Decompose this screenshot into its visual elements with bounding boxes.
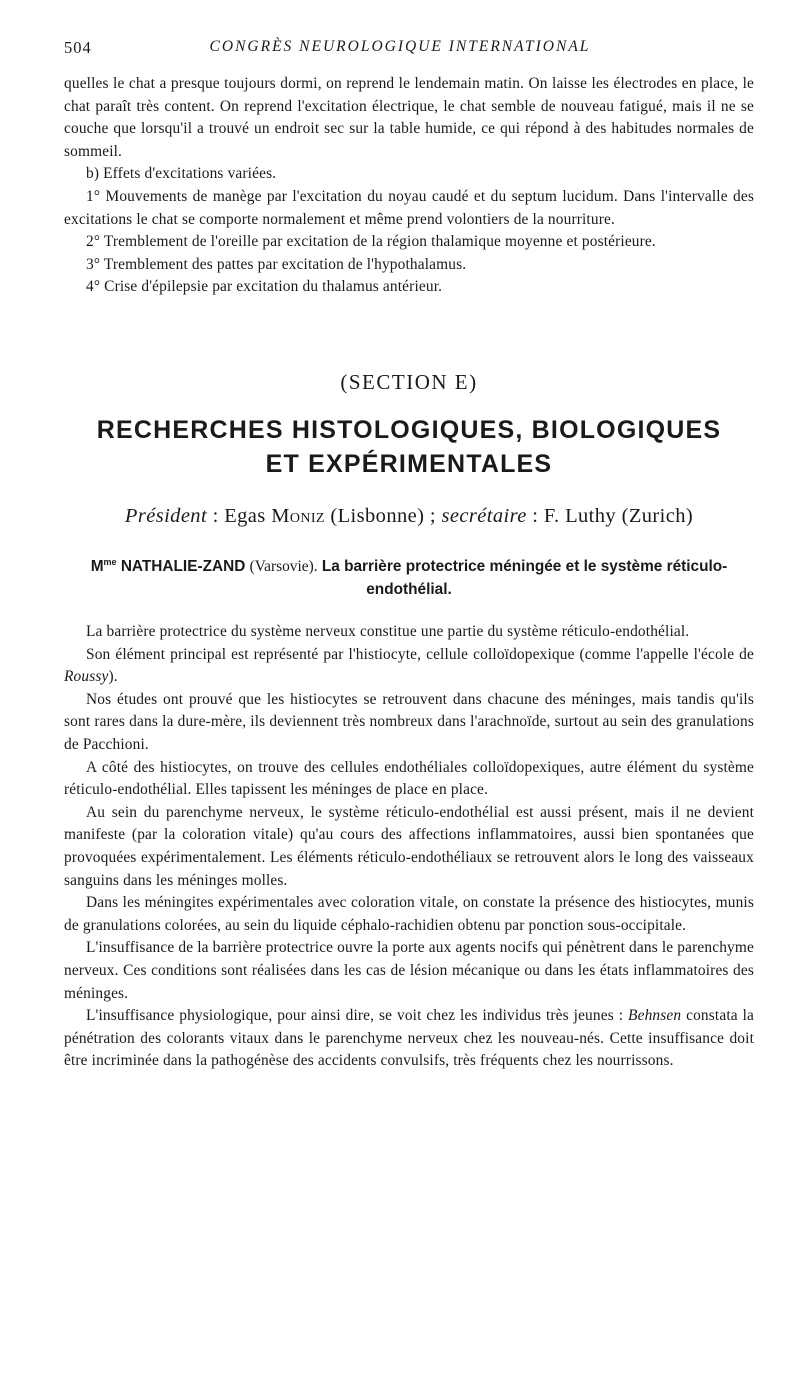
- president-label: Président: [124, 504, 208, 527]
- article-paragraph: La barrière protectrice du système nerveux constitue une partie du système réticulo-endothélial.: [86, 623, 690, 641]
- author-title: M: [90, 558, 104, 576]
- article-paragraph: Nos études ont prouvé que les histiocytes se retrouvent dans chacune des méninges, mais tandis qu'ils sont rares dans la dure-mère, ils deviennent très nombreux dans l'arachnoïde, surtout au sein des granulations de Pacchioni.: [64, 690, 754, 754]
- cited-name: Behnsen: [628, 1007, 682, 1025]
- article-heading: [64, 551, 754, 601]
- secretary-name: F. Luthy (Zurich): [543, 504, 694, 527]
- article-paragraph: A côté des histiocytes, on trouve des cellules endothéliales colloïdopexiques, autre élément du système réticulo-endothélial. Elles tapissent les méninges de place en place.: [64, 758, 754, 799]
- page-number: 504: [64, 38, 92, 57]
- list-item-4: 4° Crise d'épilepsie par excitation du thalamus antérieur.: [86, 278, 443, 296]
- page-header: [64, 38, 736, 64]
- author-location: (Varsovie).: [249, 558, 318, 576]
- page-content: [64, 73, 754, 1073]
- article-paragraph: Dans les méningites expérimentales avec coloration vitale, on constate la présence des histiocytes, munis de granulations colorées, au sein du liquide céphalo-rachidien obtenu par ponction sous-occipitale.: [64, 894, 754, 934]
- article-paragraph: L'insuffisance de la barrière protectrice ouvre la porte aux agents nocifs qui pénètrent dans le parenchyme nerveux. Ces conditions sont réalisées dans les cas de lésion mécanique ou dans les états inflammatoires des méninges.: [64, 939, 754, 1002]
- article-title: La barrière protectrice méningée et le système réticulo-endothélial.: [321, 558, 728, 599]
- list-item-2: 2° Tremblement de l'oreille par excitation de la région thalamique moyenne et postérieure.: [86, 233, 656, 251]
- president-city: (Lisbonne) ;: [330, 504, 436, 527]
- section-title-line-2: ET EXPÉRIMENTALES: [265, 449, 553, 478]
- president-last-name: Moniz: [271, 504, 325, 527]
- section-label: (SECTION E): [340, 369, 478, 394]
- president-first-name: Egas: [224, 504, 266, 527]
- section-title-line-1: RECHERCHES HISTOLOGIQUES, BIOLOGIQUES: [96, 415, 722, 444]
- article-paragraph: L'insuffisance physiologique, pour ainsi dire, se voit chez les individus très jeunes : Behnsen constata la pénétration des colorants vitaux dans le parenchyme nerveux chez les nouveau-nés. Cette insuffisance doit être incriminée dans la pathogénèse des accidents convulsifs, très fréquents chez les nourrissons.: [64, 1007, 754, 1070]
- running-title: CONGRÈS NEUROLOGIQUE INTERNATIONAL: [209, 38, 591, 55]
- author-name: NATHALIE-ZAND: [120, 558, 246, 576]
- article-paragraph: Son élément principal est représenté par l'histiocyte, cellule colloïdopexique (comme l'appelle l'école de Roussy).: [64, 645, 754, 686]
- cited-name: Roussy: [64, 668, 109, 686]
- paragraph-continued: quelles le chat a presque toujours dormi, on reprend le lendemain matin. On laisse les électrodes en place, le chat paraît très content. On reprend l'excitation électrique, le chat semble de nouveau fatigué, mais il ne se couche que lorsqu'il a trouvé un endroit sec sur la table humide, ce qui répond à des habitudes normales de sommeil.: [64, 75, 754, 160]
- section-title: [64, 413, 754, 481]
- article-paragraph: Au sein du parenchyme nerveux, le système réticulo-endothélial est aussi présent, mais il ne devient manifeste (par la coloration vitale) qu'au cours des affections inflammatoires, aussi bien spontanées que provoquées expérimentalement. Les éléments réticulo-endothéliaux se retrouvent alors le long des vaisseaux sanguins dans les méninges molles.: [64, 803, 754, 889]
- subheading-effets: b) Effets d'excitations variées.: [86, 165, 277, 183]
- section-officers: Président : Egas Moniz (Lisbonne) ; secrétaire : F. Luthy (Zurich): [124, 504, 694, 527]
- article-body: [64, 621, 754, 1073]
- author-title-sup: me: [103, 556, 117, 567]
- list-item-1: 1° Mouvements de manège par l'excitation du noyau caudé et du septum lucidum. Dans l'intervalle des excitations le chat se comporte normalement et même prend volontiers de la nourriture.: [64, 187, 754, 228]
- list-item-3: 3° Tremblement des pattes par excitation de l'hypothalamus.: [86, 255, 467, 273]
- secretary-label: secrétaire: [441, 504, 527, 527]
